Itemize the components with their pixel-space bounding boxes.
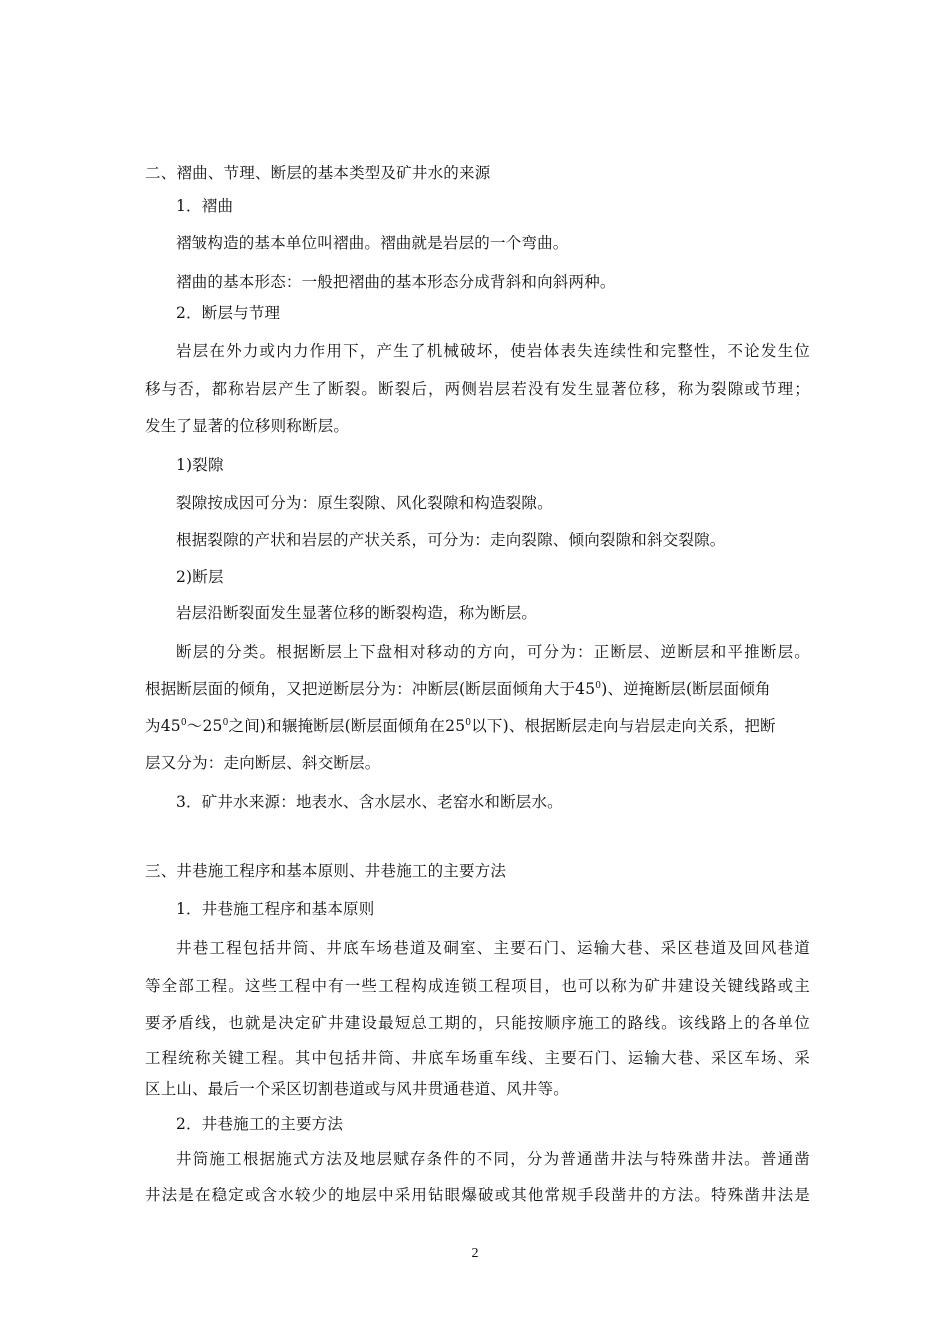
paragraph-line: 根据断层面的倾角，又把逆断层分为：冲断层(断层面倾角大于$45^0$)、逆掩断层(断层面倾角 xyxy=(145,680,771,698)
section-heading: 二、褶曲、节理、断层的基本类型及矿井水的来源 xyxy=(145,164,491,182)
page-number: 2 xyxy=(471,1246,479,1261)
paragraph-line: 岩层在外力或内力作用下，产生了机械破坏，使岩体表失连续性和完整性，不论发生位 xyxy=(176,342,810,360)
paragraph-line: 工程统称关键工程。其中包括井筒、井底车场重车线、主要石门、运输大巷、采区车场、采 xyxy=(145,1049,810,1067)
paragraph-line: 发生了显著的位移则称断层。 xyxy=(145,417,350,435)
subsection-title: 1．井巷施工程序和基本原则 xyxy=(176,900,375,918)
paragraph-line: 区上山、最后一个采区切割巷道或与风井贯通巷道、风井等。 xyxy=(145,1080,569,1098)
paragraph-line: 要矛盾线，也就是决定矿井建设最短总工期的，只能按顺序施工的路线。该线路上的各单位 xyxy=(145,1014,810,1032)
degree-mark: 0 xyxy=(180,718,187,728)
paragraph: 裂隙按成因可分为：原生裂隙、风化裂隙和构造裂隙。 xyxy=(176,494,553,512)
degree-mark: 0 xyxy=(595,681,602,691)
paragraph: 褶皱构造的基本单位叫褶曲。褶曲就是岩层的一个弯曲。 xyxy=(176,234,569,252)
paragraph: 3．矿井水来源：地表水、含水层水、老窑水和断层水。 xyxy=(176,793,563,811)
subsection-title: 1)裂隙 xyxy=(176,456,224,474)
paragraph-line: 等全部工程。这些工程中有一些工程构成连锁工程项目，也可以称为矿井建设关键线路或主 xyxy=(145,977,810,995)
paragraph-line: 井筒施工根据施式方法及地层赋存条件的不同，分为普通凿井法与特殊凿井法。普通凿 xyxy=(176,1150,810,1168)
paragraph: 褶曲的基本形态：一般把褶曲的基本形态分成背斜和向斜两种。 xyxy=(176,273,616,291)
paragraph-line: 为$45^0\sim 25^0$之间)和辗掩断层(断层面倾角在$25^0$以下)、根据断层走向与岩层走向关系，把断 xyxy=(145,717,776,735)
paragraph-line: 断层的分类。根据断层上下盘相对移动的方向，可分为：正断层、逆断层和平推断层。 xyxy=(176,643,810,661)
subsection-title: 2)断层 xyxy=(176,568,224,586)
paragraph: 根据裂隙的产状和岩层的产状关系，可分为：走向裂隙、倾向裂隙和斜交裂隙。 xyxy=(176,531,726,549)
paragraph-line: 移与否，都称岩层产生了断裂。断裂后，两侧岩层若没有发生显著位移，称为裂隙或节理； xyxy=(145,380,810,398)
paragraph-line: 井巷工程包括井筒、井底车场巷道及硐室、主要石门、运输大巷、采区巷道及回风巷道 xyxy=(176,939,810,957)
subsection-title: 2．井巷施工的主要方法 xyxy=(176,1115,344,1133)
subsection-title: 1．褶曲 xyxy=(176,197,234,215)
degree-mark: 0 xyxy=(222,718,229,728)
paragraph: 岩层沿断裂面发生显著位移的断裂构造，称为断层。 xyxy=(176,604,538,622)
paragraph-line: 层又分为：走向断层、斜交断层。 xyxy=(145,754,381,772)
degree-mark: 0 xyxy=(465,718,472,728)
section-heading: 三、井巷施工程序和基本原则、井巷施工的主要方法 xyxy=(145,862,507,880)
subsection-title: 2．断层与节理 xyxy=(176,304,281,322)
paragraph-line: 井法是在稳定或含水较少的地层中采用钻眼爆破或其他常规手段凿井的方法。特殊凿井法是 xyxy=(145,1186,810,1204)
